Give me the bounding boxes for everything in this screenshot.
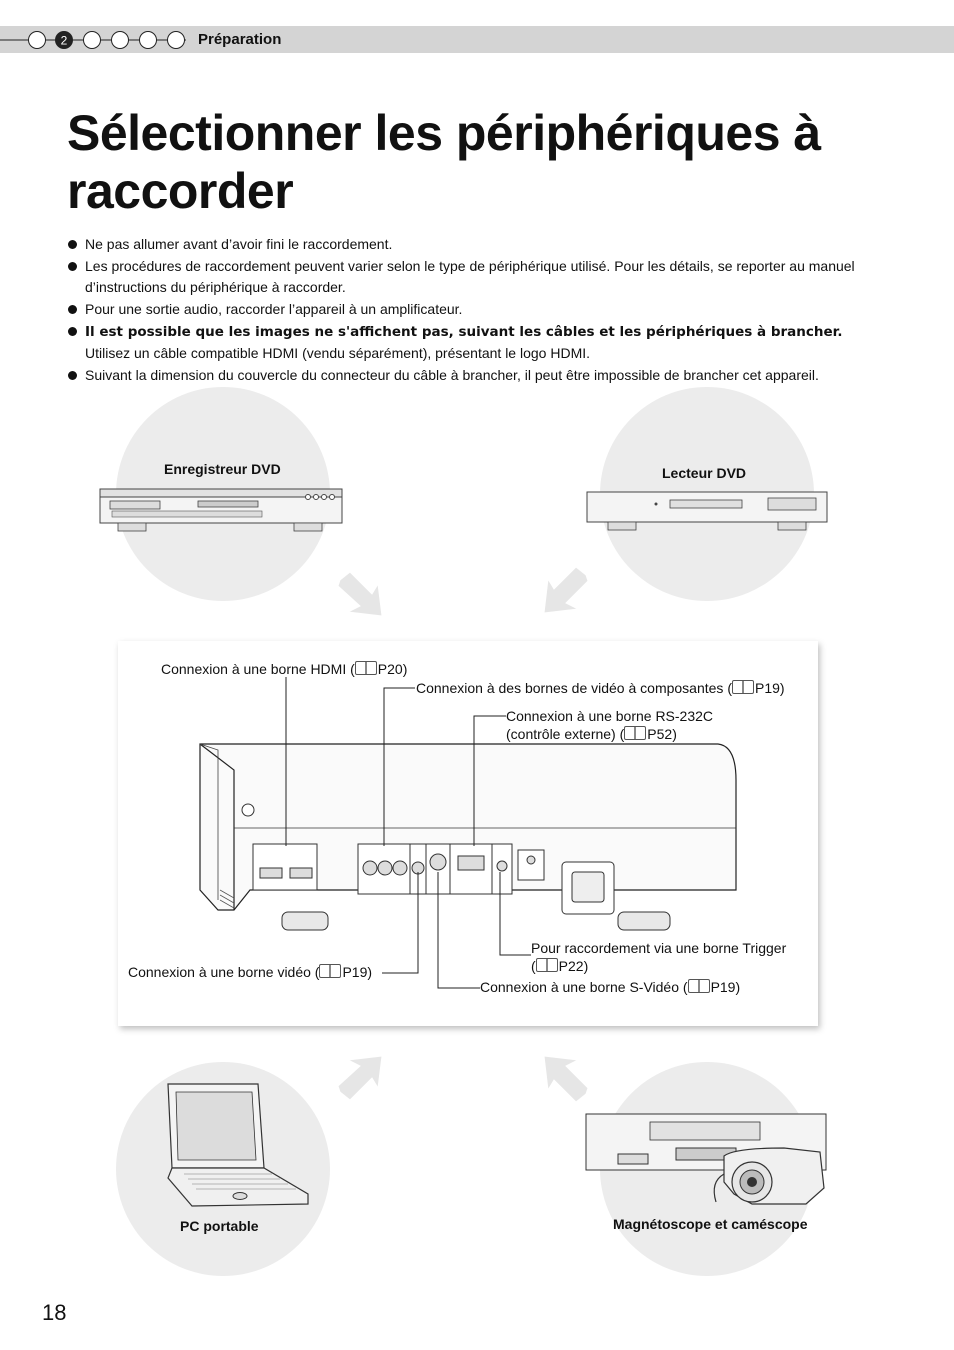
step-number: 2: [60, 33, 68, 48]
callout-video: Connexion à une borne vidéo ( P19): [128, 964, 373, 980]
callout-svideo: Connexion à une borne S-Vidéo ( P19): [480, 979, 741, 995]
note-bold-text: Il est possible que les images ne s'affichent pas, suivant les câbles et les périphériques à brancher.: [85, 324, 843, 340]
note-text: Utilisez un câble compatible HDMI (vendu séparément), présentant le logo HDMI.: [85, 345, 591, 361]
book-icon: [355, 661, 377, 675]
laptop-label: PC portable: [180, 1218, 259, 1234]
note-text: Ne pas allumer avant d’avoir fini le raccordement.: [85, 236, 393, 252]
book-icon: [688, 979, 710, 993]
book-icon: [536, 958, 558, 972]
callout-rs232c: Connexion à une borne RS-232C (contrôle externe) ( P52): [506, 708, 714, 742]
dvd-recorder-label: Enregistreur DVD: [164, 461, 281, 477]
book-icon: [732, 680, 754, 694]
dvd-player-label: Lecteur DVD: [662, 465, 747, 481]
section-label: Préparation: [198, 31, 282, 48]
book-icon: [319, 964, 341, 978]
page-number: 18: [42, 1300, 67, 1325]
note-text: Suivant la dimension du couvercle du connecteur du câble à brancher, il peut être impossible de brancher cet appareil.: [85, 367, 819, 383]
note-text: Pour une sortie audio, raccorder l’appareil à un amplificateur.: [85, 301, 463, 317]
page-title: Sélectionner les périphériques à raccorder: [67, 105, 821, 219]
note-text: Les procédures de raccordement peuvent varier selon le type de périphérique utilisé. Pour les détails, se reporter au manuel d’instructions du périphérique à raccorder.: [85, 258, 855, 295]
vcr-camcorder-image: [584, 1112, 830, 1210]
book-icon: [624, 726, 646, 740]
callout-hdmi: Connexion à une borne HDMI ( P20): [161, 661, 408, 677]
callout-trigger: Pour raccordement via une borne Trigger ( P22): [531, 940, 787, 974]
callout-component: Connexion à des bornes de vidéo à composantes ( P19): [416, 680, 785, 696]
vcr-camcorder-label: Magnétoscope et caméscope: [613, 1216, 808, 1232]
laptop-image: [162, 1082, 312, 1210]
